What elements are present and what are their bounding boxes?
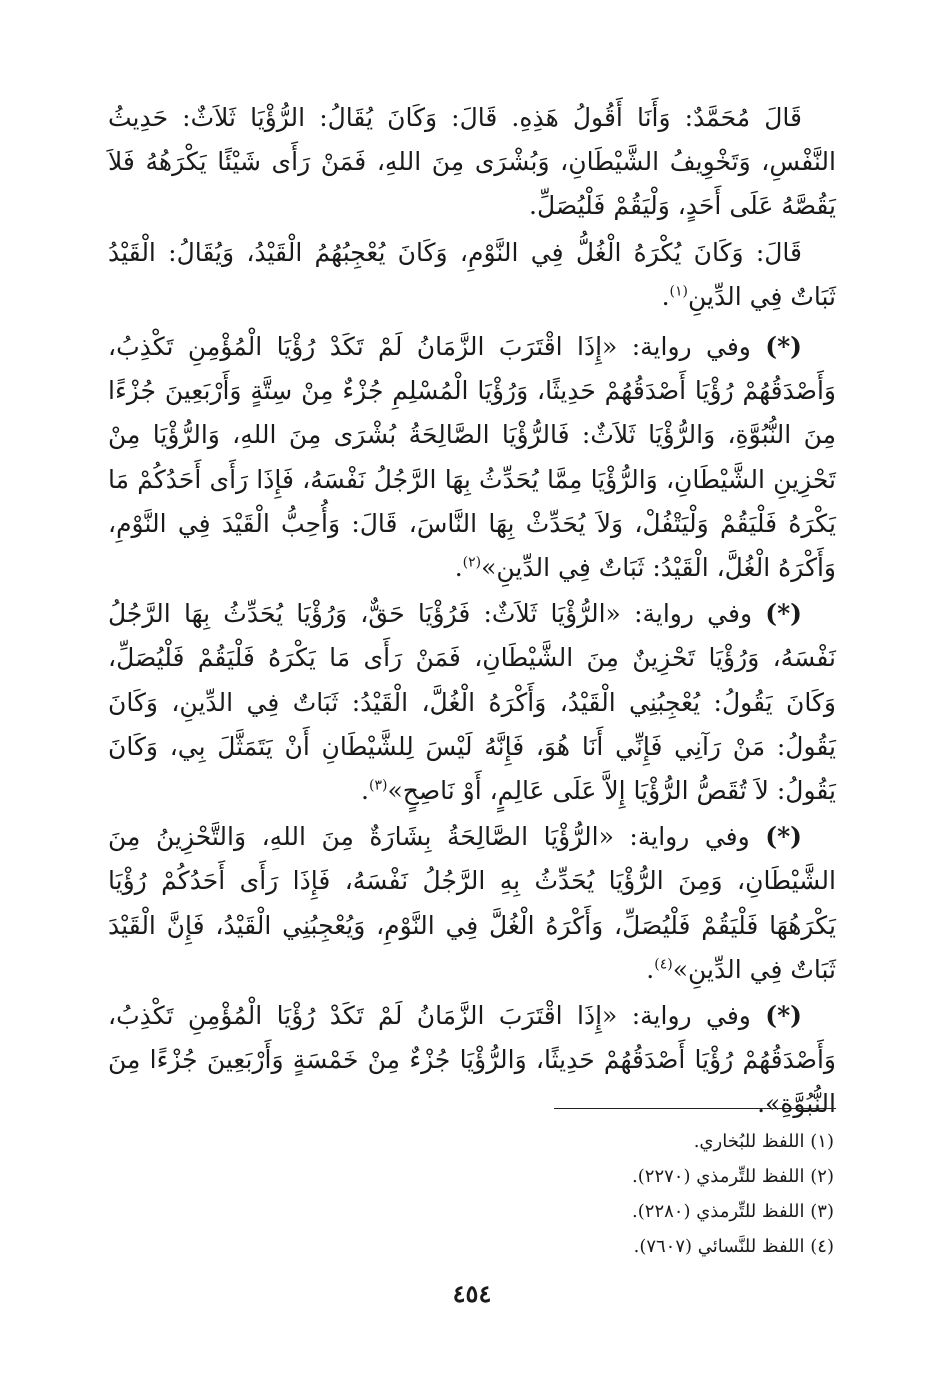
footnote-marker-3: (٣) bbox=[369, 777, 388, 794]
paragraph-tail: . bbox=[454, 553, 463, 583]
paragraph-text: وفي رواية: «الرُّؤْيَا الصَّالِحَةُ بِشَارَةٌ مِنَ اللهِ، وَالتَّحْزِينُ مِنَ الشَّيْطَانِ، وَمِنَ الرُّؤْيَا يُحَدِّثُ بِهِ الرَّجُلُ نَفْسَهُ، فَإِذَا رَأَى أَحَدُكُمْ رُؤْيَا يَكْرَهُهَا فَلْيَقُمْ فَلْيُصَلِّ، وَأَكْرَهُ الْغُلَّ فِي النَّوْمِ، وَيُعْجِبُنِي الْقَيْدُ، فَإِنَّ الْقَيْدَ ثَبَاتٌ فِي الدِّينِ» bbox=[108, 822, 836, 984]
footnote-3: (٣) اللفظ للتِّرمذي (٢٢٨٠). bbox=[632, 1201, 834, 1222]
paragraph-text: قَالَ مُحَمَّدٌ: وَأَنَا أَقُولُ هَذِهِ. قَالَ: وَكَانَ يُقَالُ: الرُّؤْيَا ثَلاَثٌ: حَدِيثُ النَّفْسِ، وَتَخْوِيفُ الشَّيْطَانِ، وَبُشْرَى مِنَ اللهِ، فَمَنْ رَأَى شَيْئًا يَكْرَهُهُ فَلاَ يَقُصَّهُ عَلَى أَحَدٍ، وَلْيَقُمْ فَلْيُصَلِّ. bbox=[108, 103, 836, 221]
page-number: ٤٥٤ bbox=[452, 1279, 492, 1308]
asterisk-marker: (*) bbox=[765, 822, 802, 852]
paragraph-text: وفي رواية: «الرُّؤْيَا ثَلاَثٌ: فَرُؤْيَا حَقٌّ، وَرُؤْيَا يُحَدِّثُ بِهَا الرَّجُلُ نَفْسَهُ، وَرُؤْيَا تَحْزِينٌ مِنَ الشَّيْطَانِ، فَمَنْ رَأَى مَا يَكْرَهُ فَلْيَقُمْ فَلْيُصَلِّ، وَكَانَ يَقُولُ: يُعْجِبُنِي الْقَيْدُ، وَأَكْرَهُ الْغُلَّ، الْقَيْدُ: ثَبَاتٌ فِي الدِّينِ، وَكَانَ يَقُولُ: مَنْ رَآنِي فَإِنِّي أَنَا هُوَ، فَإِنَّهُ لَيْسَ لِلشَّيْطَانِ أَنْ يَتَمَثَّلَ بِي، وَكَانَ يَقُولُ: لاَ تُقَصُّ الرُّؤْيَا إِلاَّ عَلَى عَالِمٍ، أَوْ نَاصِحٍ» bbox=[108, 599, 836, 806]
paragraph-text: قَالَ: وَكَانَ يُكْرَهُ الْغُلُّ فِي النَّوْمِ، وَكَانَ يُعْجِبُهُمُ الْقَيْدُ، وَيُقَالُ: الْقَيْدُ ثَبَاتٌ فِي الدِّينِ bbox=[108, 237, 836, 311]
paragraph-6 bbox=[108, 994, 836, 1127]
paragraph-4 bbox=[108, 592, 836, 813]
paragraph-2 bbox=[108, 231, 836, 319]
paragraph-text: وفي رواية: «إِذَا اقْتَرَبَ الزَّمَانُ لَمْ تَكَدْ رُؤْيَا الْمُؤْمِنِ تَكْذِبُ، وَأَصْدَقُهُمْ رُؤْيَا أَصْدَقُهُمْ حَدِيثًا، وَالرُّؤْيَا جُزْءٌ مِنْ خَمْسَةٍ وَأَرْبَعِينَ جُزْءًا مِنَ النُّبُوَّةِ». bbox=[108, 1001, 836, 1119]
footnote-divider bbox=[554, 1108, 836, 1109]
paragraph-text: وفي رواية: «إِذَا اقْتَرَبَ الزَّمَانُ لَمْ تَكَدْ رُؤْيَا الْمُؤْمِنِ تَكْذِبُ، وَأَصْدَقُهُمْ رُؤْيَا أَصْدَقُهُمْ حَدِيثًا، وَرُؤْيَا الْمُسْلِمِ جُزْءٌ مِنْ سِتَّةٍ وَأَرْبَعِينَ جُزْءًا مِنَ النُّبُوَّةِ، وَالرُّؤْيَا ثَلاَثٌ: فَالرُّؤْيَا الصَّالِحَةُ بُشْرَى مِنَ اللهِ، وَالرُّؤْيَا مِنْ تَحْزِينِ الشَّيْطَانِ، وَالرُّؤْيَا مِمَّا يُحَدِّثُ بِهَا الرَّجُلُ نَفْسَهُ، فَإِذَا رَأَى أَحَدُكُمْ مَا يَكْرَهُ فَلْيَقُمْ وَلْيَتْفُلْ، وَلاَ يُحَدِّثْ بِهَا النَّاسَ، قَالَ: وَأُحِبُّ الْقَيْدَ فِي النَّوْمِ، وَأَكْرَهُ الْغُلَّ، الْقَيْدُ: ثَبَاتٌ فِي الدِّينِ» bbox=[108, 332, 836, 583]
footnote-1: (١) اللفظ للبُخاري. bbox=[693, 1131, 834, 1152]
main-text bbox=[108, 96, 836, 1127]
paragraph-5 bbox=[108, 815, 836, 992]
asterisk-marker: (*) bbox=[765, 332, 802, 362]
asterisk-marker: (*) bbox=[765, 599, 802, 629]
asterisk-marker: (*) bbox=[765, 1001, 802, 1031]
book-page bbox=[108, 96, 836, 1326]
footnote-4: (٤) اللفظ للنَّسائي (٧٦٠٧). bbox=[633, 1236, 834, 1257]
footnote-marker-2: (٢) bbox=[462, 554, 482, 571]
paragraph-1 bbox=[108, 96, 836, 229]
footnote-marker-4: (٤) bbox=[654, 956, 673, 973]
paragraph-tail: . bbox=[646, 954, 655, 984]
footnote-2: (٢) اللفظ للتِّرمذي (٢٢٧٠). bbox=[632, 1166, 834, 1187]
footnote-marker-1: (١) bbox=[669, 283, 688, 300]
footnotes bbox=[108, 1124, 836, 1264]
paragraph-3 bbox=[108, 325, 836, 590]
paragraph-tail: . bbox=[661, 281, 670, 311]
paragraph-tail: . bbox=[361, 776, 369, 806]
